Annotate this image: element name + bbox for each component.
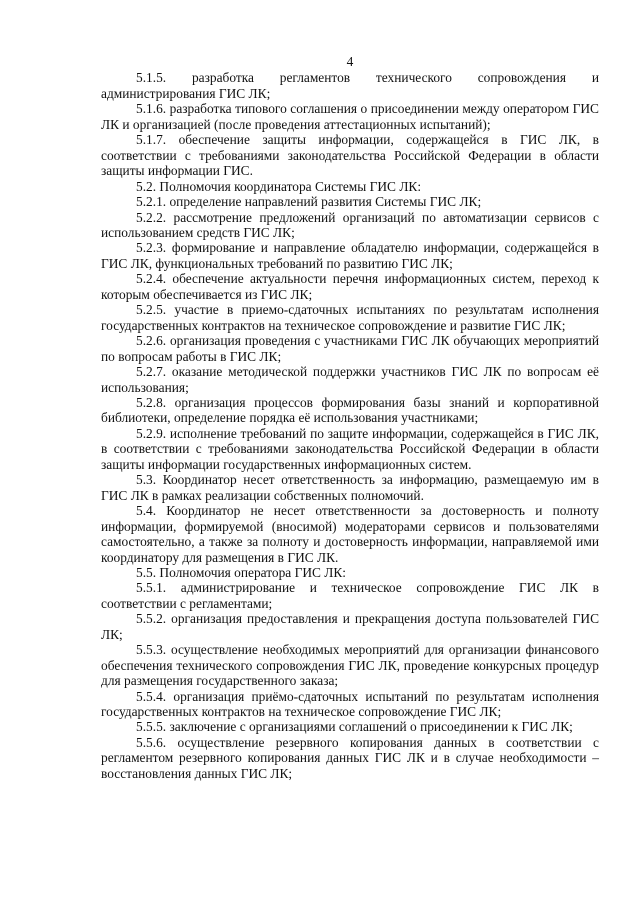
- paragraph: 5.2. Полномочия координатора Системы ГИС ЛК:: [136, 178, 422, 194]
- paragraph: 5.5.2. организация предоставления и прекращения доступа пользователей ГИС ЛК;: [101, 611, 599, 642]
- paragraph: 5.4. Координатор не несет ответственности за достоверность и полноту информации, формируемой (вносимой) модераторами сервисов и пользователями самостоятельно, а также за полноту и достоверность информации, направляемой ими координатору для размещения в ГИС ЛК.: [101, 503, 599, 565]
- paragraph: 5.1.6. разработка типового соглашения о присоединении между оператором ГИС ЛК и организацией (после проведения аттестационных испытаний);: [101, 101, 599, 132]
- paragraph: 5.2.1. определение направлений развития Системы ГИС ЛК;: [136, 194, 482, 210]
- page-number: 4: [346, 54, 354, 69]
- paragraph: 5.2.2. рассмотрение предложений организаций по автоматизации сервисов с использованием средств ГИС ЛК;: [101, 209, 599, 240]
- paragraph: 5.5. Полномочия оператора ГИС ЛК:: [136, 564, 347, 580]
- paragraph: 5.5.4. организация приёмо-сдаточных испытаний по результатам исполнения государственных контрактов на техническое сопровождение ГИС ЛК;: [101, 688, 599, 720]
- paragraph: 5.5.6. осуществление резервного копирования данных в соответствии с регламентом резервного копирования данных ГИС ЛК и в случае необходимости – восстановления данных ГИС ЛК;: [101, 734, 599, 781]
- paragraph: 5.2.3. формирование и направление обладателю информации, содержащейся в ГИС ЛК, функциональных требований по развитию ГИС ЛК;: [101, 240, 599, 271]
- paragraph: 5.2.9. исполнение требований по защите информации, содержащейся в ГИС ЛК, в соответствии с требованиями законодательства Российской Федерации в области защиты информации государственных информационных систем.: [101, 425, 599, 472]
- paragraph: 5.5.3. осуществление необходимых мероприятий для организации финансового обеспечения технического сопровождения ГИС ЛК, проведение конкурсных процедур для размещения государственного заказа;: [101, 642, 599, 689]
- paragraph: 5.1.5. разработка регламентов технического сопровождения и администрирования ГИС ЛК;: [101, 70, 599, 101]
- paragraph: 5.2.7. оказание методической поддержки участников ГИС ЛК по вопросам её использования;: [101, 364, 599, 395]
- paragraph: 5.5.5. заключение с организациями соглашений о присоединении к ГИС ЛК;: [136, 719, 573, 735]
- paragraph: 5.2.6. организация проведения с участниками ГИС ЛК обучающих мероприятий по вопросам работы в ГИС ЛК;: [101, 333, 599, 364]
- paragraph: 5.5.1. администрирование и техническое сопровождение ГИС ЛК в соответствии с регламентами;: [101, 580, 599, 611]
- document-body: [101, 70, 599, 781]
- paragraph: 5.2.4. обеспечение актуальности перечня информационных систем, переход к которым обеспечивается из ГИС ЛК;: [101, 271, 599, 302]
- paragraph: 5.2.8. организация процессов формирования базы знаний и корпоративной библиотеки, определение порядка её использования участниками;: [101, 394, 599, 426]
- paragraph: 5.3. Координатор несет ответственность за информацию, размещаемую им в ГИС ЛК в рамках реализации собственных полномочий.: [101, 472, 599, 503]
- paragraph: 5.2.5. участие в приемо-сдаточных испытаниях по результатам исполнения государственных контрактов на техническое сопровождение и развитие ГИС ЛК;: [101, 302, 599, 333]
- document-page: [101, 54, 599, 781]
- paragraph: 5.1.7. обеспечение защиты информации, содержащейся в ГИС ЛК, в соответствии с требованиями законодательства Российской Федерации в области защиты информации ГИС.: [101, 132, 599, 179]
